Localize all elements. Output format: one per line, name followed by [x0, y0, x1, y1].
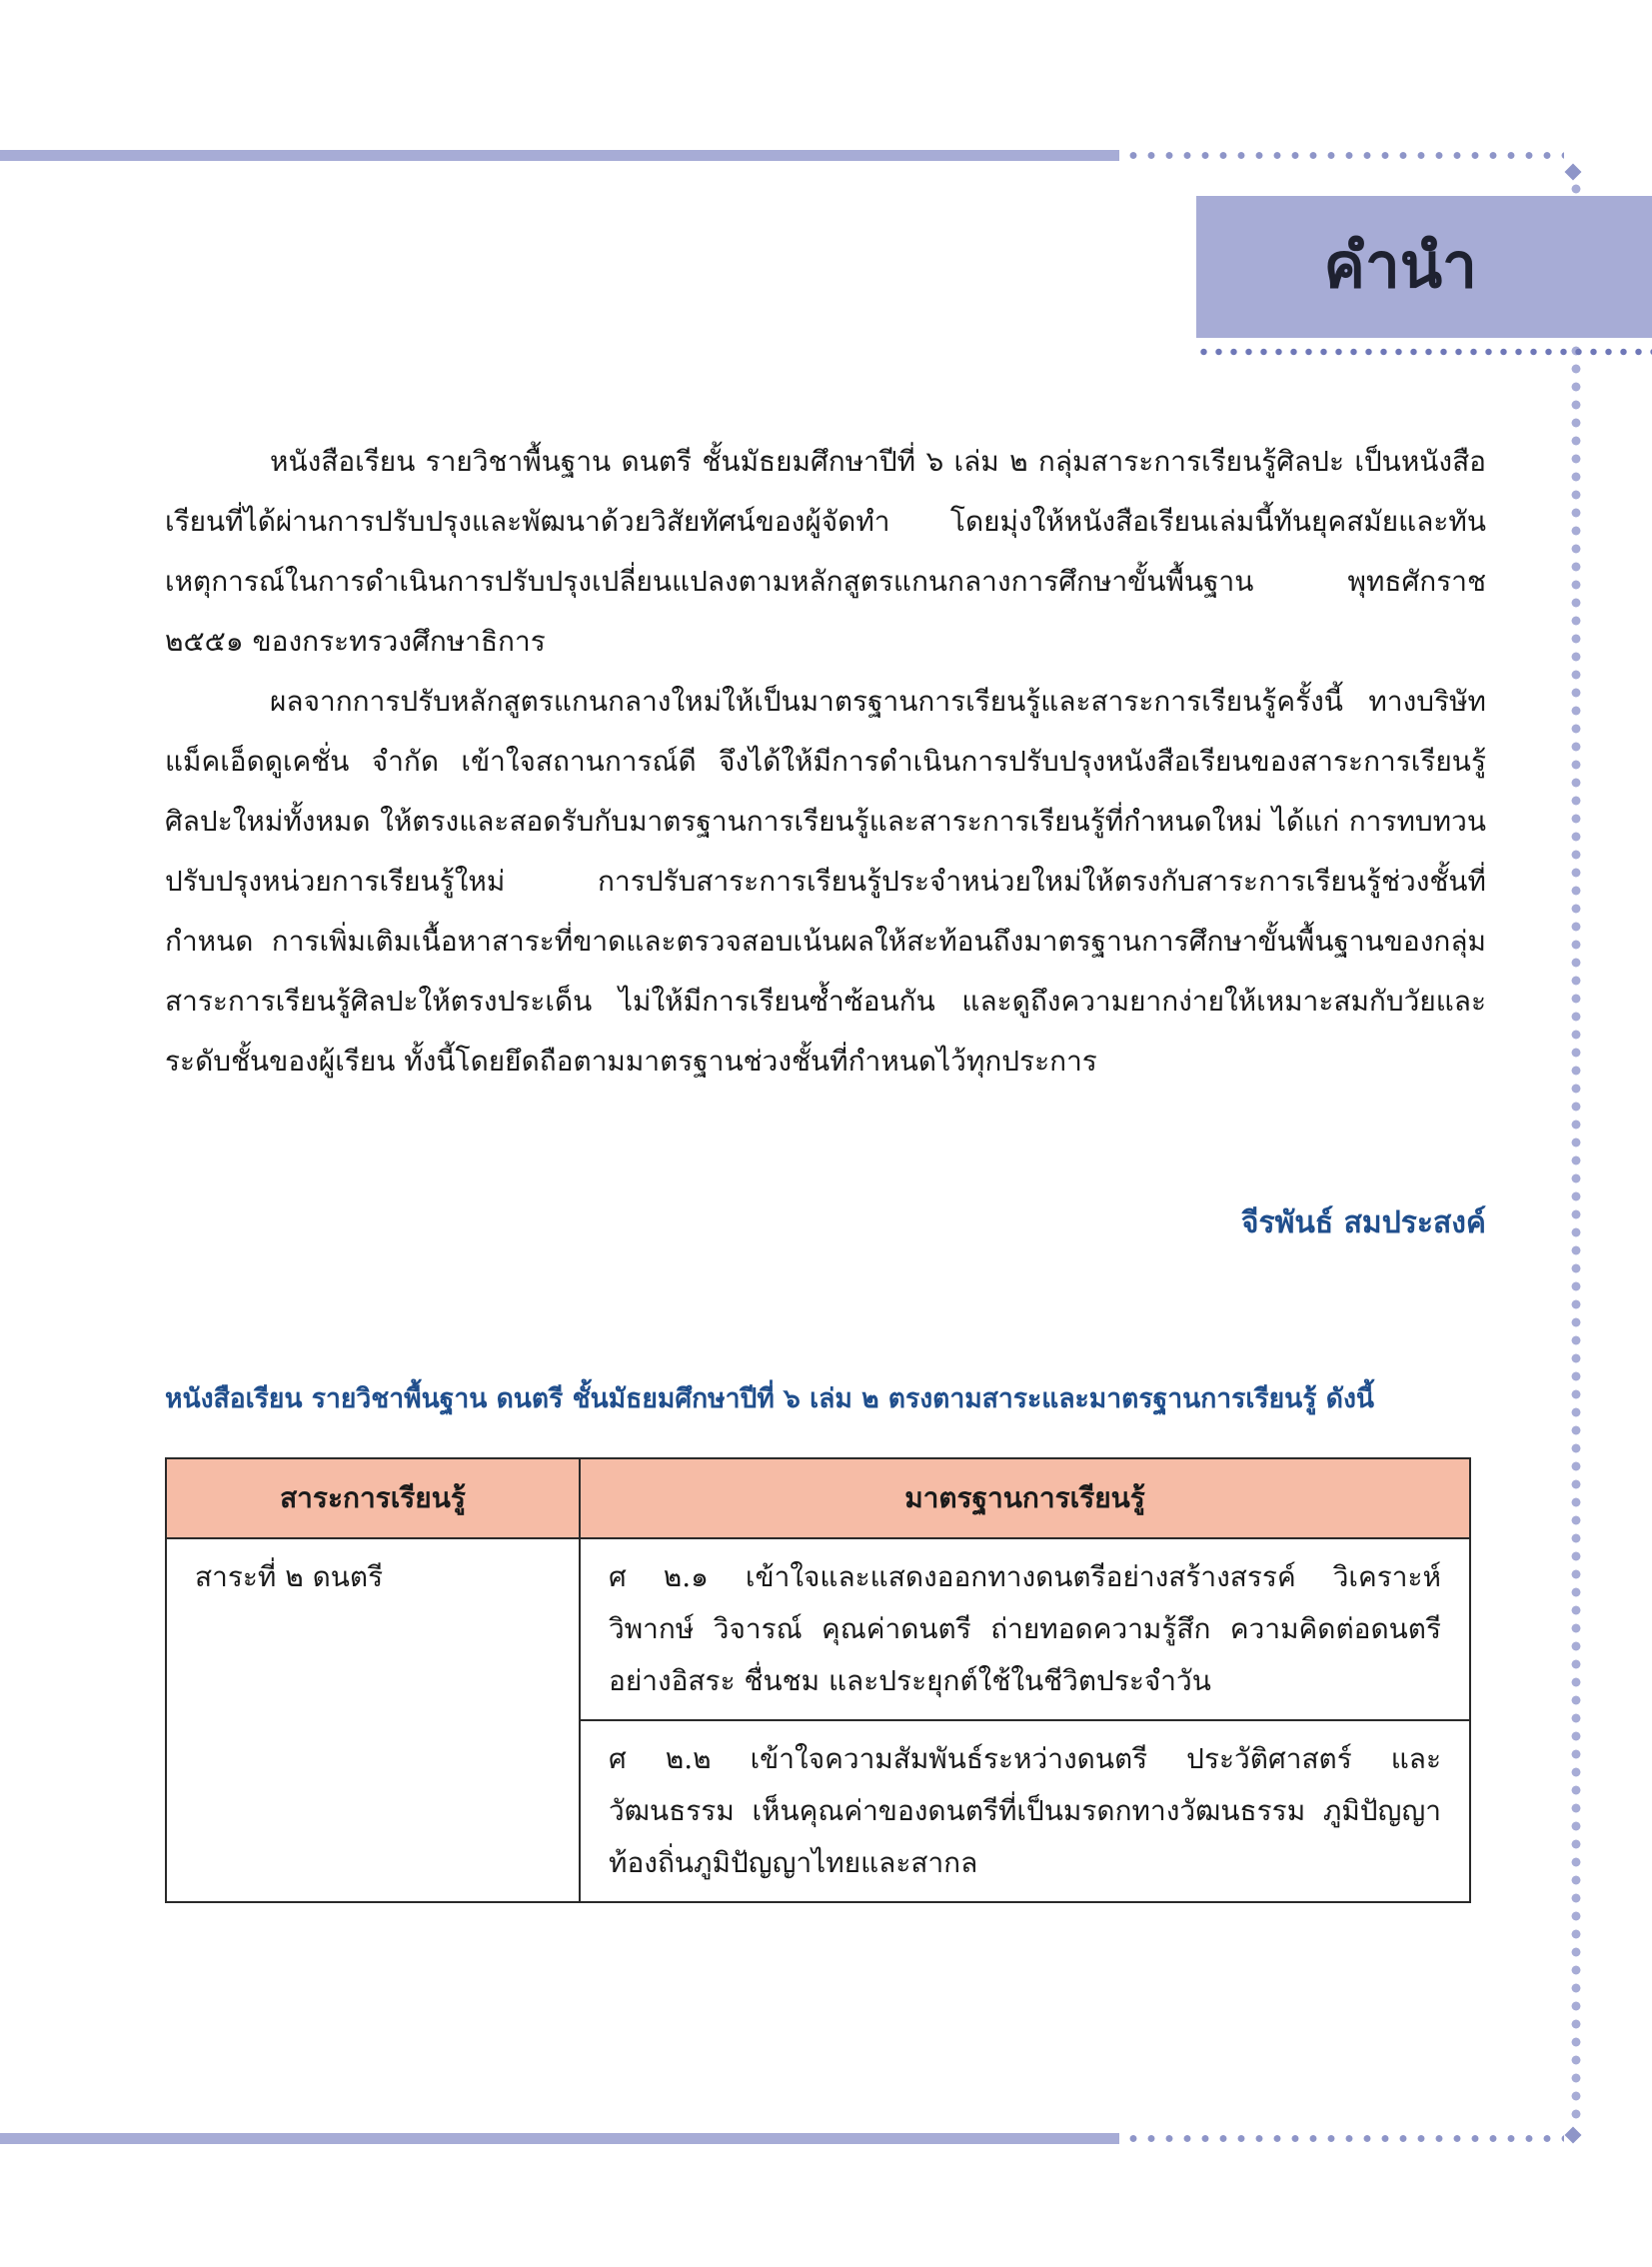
strand-cell: สาระที่ ๒ ดนตรี [166, 1538, 580, 1902]
author-signature: จีรพันธ์ สมประสงค์ [1240, 1205, 1486, 1240]
title-underline-dots [1196, 348, 1652, 356]
top-corner-diamond [1565, 164, 1582, 181]
bottom-border-band [0, 2133, 1119, 2144]
preface-paragraph: หนังสือเรียน รายวิชาพื้นฐาน ดนตรี ชั้นมัธยมศึกษาปีที่ ๖ เล่ม ๒ กลุ่มสาระการเรียนรู้ศิลปะ เป็นหนังสือเรียนที่ได้ผ่านการปรับปรุงและพัฒนาด้วยวิสัยทัศน์ของผู้จัดทำ โดยมุ่งให้หนังสือเรียนเล่มนี้ทันยุคสมัยและทันเหตุการณ์ในการดำเนินการปรับปรุงเปลี่ยนแปลงตามหลักสูตรแกนกลางการศึกษาขั้นพื้นฐาน พุทธศักราช ๒๕๕๑ ของกระทรวงศึกษาธิการ [165, 445, 1486, 658]
bottom-corner-diamond [1565, 2127, 1582, 2144]
table-header-row [166, 1458, 1470, 1538]
preface-paragraph: ผลจากการปรับหลักสูตรแกนกลางใหม่ให้เป็นมาตรฐานการเรียนรู้และสาระการเรียนรู้ครั้งนี้ ทางบริษัท แม็คเอ็ดดูเคชั่น จำกัด เข้าใจสถานการณ์ดี จึงได้ให้มีการดำเนินการปรับปรุงหนังสือเรียนของสาระการเรียนรู้ศิลปะใหม่ทั้งหมด ให้ตรงและสอดรับกับมาตรฐานการเรียนรู้และสาระการเรียนรู้ที่กำหนดใหม่ ได้แก่ การทบทวนปรับปรุงหน่วยการเรียนรู้ใหม่ การปรับสาระการเรียนรู้ประจำหน่วยใหม่ให้ตรงกับสาระการเรียนรู้ช่วงชั้นที่กำหนด การเพิ่มเติมเนื้อหาสาระที่ขาดและตรวจสอบเน้นผลให้สะท้อนถึงมาตรฐานการศึกษาขั้นพื้นฐานของกลุ่มสาระการเรียนรู้ศิลปะให้ตรงประเด็น ไม่ให้มีการเรียนซ้ำซ้อนกัน และดูถึงความยากง่ายให้เหมาะสมกับวัยและระดับชั้นของผู้เรียน ทั้งนี้โดยยึดถือตามมาตรฐานช่วงชั้นที่กำหนดไว้ทุกประการ [165, 685, 1486, 1078]
column-header: สาระการเรียนรู้ [166, 1458, 580, 1538]
page-title: คำนำ [1323, 229, 1477, 302]
preface-body [165, 432, 1486, 1092]
table-row [166, 1538, 1470, 1720]
standard-cell: ศ ๒.๑ เข้าใจและแสดงออกทางดนตรีอย่างสร้างสรรค์ วิเคราะห์ วิพากษ์ วิจารณ์ คุณค่าดนตรี ถ่ายทอดความรู้สึก ความคิดต่อดนตรีอย่างอิสระ ชื่นชม และประยุกต์ใช้ในชีวิตประจำวัน [580, 1538, 1470, 1720]
standard-cell: ศ ๒.๒ เข้าใจความสัมพันธ์ระหว่างดนตรี ประวัติศาสตร์ และวัฒนธรรม เห็นคุณค่าของดนตรีที่เป็นมรดกทางวัฒนธรรม ภูมิปัญญาท้องถิ่นภูมิปัญญาไทยและสากล [580, 1720, 1470, 1902]
column-header: มาตรฐานการเรียนรู้ [580, 1458, 1470, 1538]
table-caption: หนังสือเรียน รายวิชาพื้นฐาน ดนตรี ชั้นมัธยมศึกษาปีที่ ๖ เล่ม ๒ ตรงตามสาระและมาตรฐานการเรียนรู้ ดังนี้ [165, 1383, 1375, 1414]
top-border-dots [1124, 151, 1564, 160]
right-border-dots [1570, 180, 1582, 2119]
top-border-band [0, 150, 1119, 161]
bottom-border-dots [1124, 2134, 1564, 2143]
standards-table [165, 1457, 1471, 1903]
